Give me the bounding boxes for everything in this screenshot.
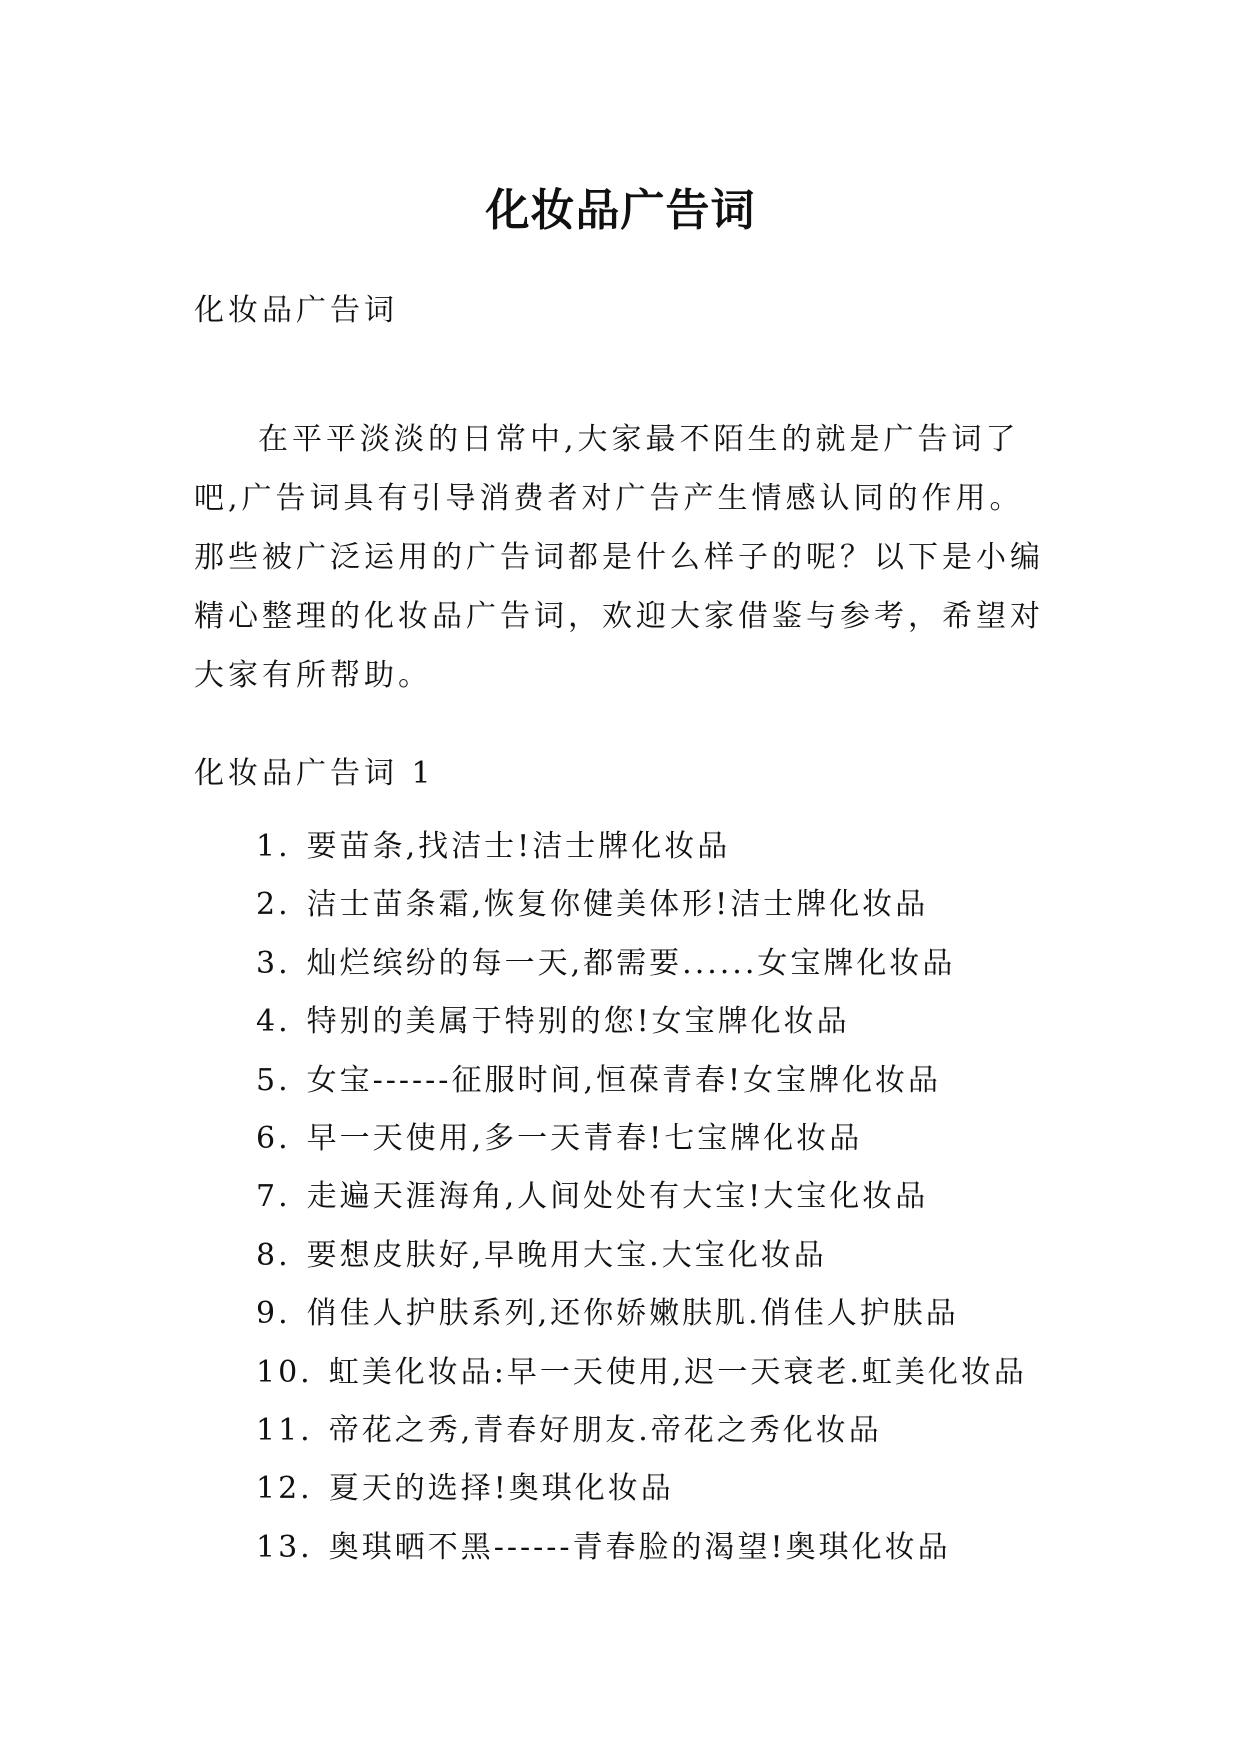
item-number: 3. <box>256 945 291 981</box>
item-text: 夏天的选择!奥琪化妆品 <box>328 1471 674 1507</box>
item-number: 2. <box>256 887 291 923</box>
item-text: 洁士苗条霜,恢复你健美体形!洁士牌化妆品 <box>306 887 929 923</box>
list-item <box>256 993 1027 1051</box>
document-heading: 化妆品广告词 <box>194 293 398 328</box>
slogan-list <box>256 818 1027 1577</box>
item-text: 要苗条,找洁士!洁士牌化妆品 <box>306 829 731 864</box>
item-number: 13. <box>256 1529 313 1565</box>
list-item <box>256 1168 1027 1226</box>
list-item <box>256 1227 1027 1285</box>
list-item <box>256 1285 1027 1343</box>
list-item <box>256 935 1027 993</box>
list-item <box>256 1402 1027 1460</box>
item-text: 奥琪晒不黑------青春脸的渴望!奥琪化妆品 <box>328 1529 951 1565</box>
list-item <box>256 1052 1027 1110</box>
item-number: 8. <box>256 1237 291 1273</box>
item-number: 9. <box>256 1296 291 1332</box>
item-text: 俏佳人护肤系列,还你娇嫩肤肌.俏佳人护肤品 <box>306 1296 959 1332</box>
list-item <box>256 1519 1027 1577</box>
item-text: 女宝------征服时间,恒葆青春!女宝牌化妆品 <box>306 1062 942 1098</box>
list-item <box>256 1110 1027 1168</box>
item-text: 虹美化妆品:早一天使用,迟一天衰老.虹美化妆品 <box>328 1354 1027 1390</box>
list-item <box>256 1460 1027 1518</box>
section-title: 化妆品广告词 1 <box>194 756 435 791</box>
item-text: 要想皮肤好,早晚用大宝.大宝化妆品 <box>306 1237 827 1273</box>
item-number: 7. <box>256 1179 291 1215</box>
item-number: 4. <box>256 1004 291 1040</box>
list-item <box>256 876 1027 934</box>
list-item <box>256 1344 1027 1402</box>
list-item <box>256 818 1027 876</box>
item-text: 早一天使用,多一天青春!七宝牌化妆品 <box>306 1121 863 1157</box>
item-text: 灿烂缤纷的每一天,都需要......女宝牌化妆品 <box>306 945 956 981</box>
intro-paragraph: 在平平淡淡的日常中,大家最不陌生的就是广告词了吧,广告词具有引导消费者对广告产生情感认同的作用。那些被广泛运用的广告词都是什么样子的呢？以下是小编精心整理的化妆品广告词，欢迎大家借鉴与参考，希望对大家有所帮助。 <box>194 422 1044 693</box>
item-number: 6. <box>256 1121 291 1157</box>
item-number: 10. <box>256 1354 313 1390</box>
page-title: 化妆品广告词 <box>485 185 756 237</box>
item-number: 11. <box>256 1413 313 1449</box>
item-text: 帝花之秀,青春好朋友.帝花之秀化妆品 <box>328 1413 882 1449</box>
item-text: 特别的美属于特别的您!女宝牌化妆品 <box>306 1004 850 1040</box>
item-number: 5. <box>256 1062 291 1098</box>
item-number: 12. <box>256 1471 313 1507</box>
item-number: 1. <box>256 829 291 864</box>
item-text: 走遍天涯海角,人间处处有大宝!大宝化妆品 <box>306 1179 929 1215</box>
